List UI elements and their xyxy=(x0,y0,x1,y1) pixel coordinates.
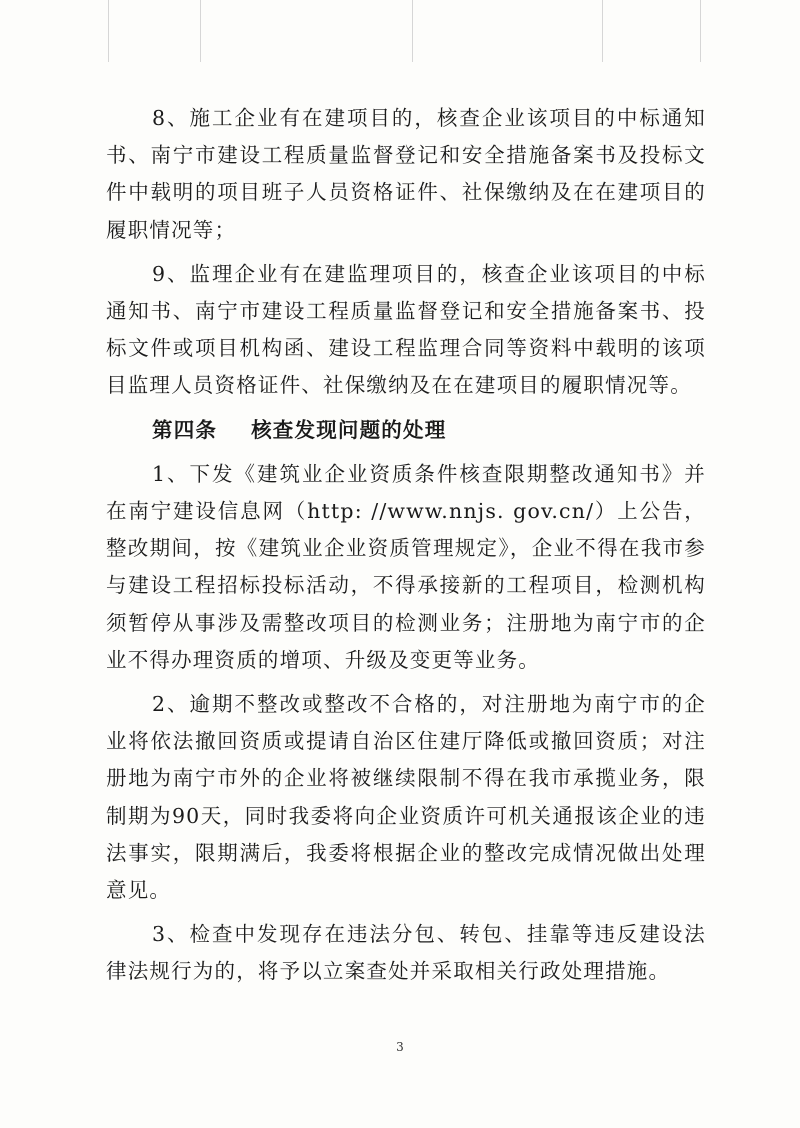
paragraph-item-9: 9、监理企业有在建监理项目的，核查企业该项目的中标通知书、南宁市建设工程质量监督登记和安全措施备案书、投标文件或项目机构函、建设工程监理合同等资料中载明的该项目监理人员资格证件、社保缴纳及在在建项目的履职情况等。 xyxy=(106,261,706,398)
article-number: 第四条 xyxy=(152,417,218,442)
paragraph-handling-2: 2、逾期不整改或整改不合格的，对注册地为南宁市的企业将依法撤回资质或提请自治区住建厅降低或撤回资质；对注册地为南宁市外的企业将被继续限制不得在我市承揽业务，限制期为90天，同时我委将向企业资质许可机关通报该企业的违法事实，限期满后，我委将根据企业的整改完成情况做出处理意见。 xyxy=(106,692,706,903)
document-body xyxy=(106,100,706,998)
page-number: 3 xyxy=(396,1040,404,1054)
paragraph-handling-3: 3、检查中发现存在违法分包、转包、挂靠等违反建设法律法规行为的，将予以立案查处并采取相关行政处理措施。 xyxy=(106,922,706,984)
paragraph-handling-1: 1、下发《建筑业企业资质条件核查限期整改通知书》并在南宁建设信息网（http: //www.nnjs. gov.cn/）上公告，整改期间，按《建筑业企业资质管理规定》，企业不得在我市参与建设工程招标投标活动，不得承接新的工程项目，检测机构须暂停从事涉及需整改项目的检测业务；注册地为南宁市的企业不得办理资质的增项、升级及变更等业务。 xyxy=(106,461,706,672)
article-title: 核查发现问题的处理 xyxy=(251,417,447,442)
article-heading xyxy=(106,412,706,449)
scan-mark xyxy=(412,0,413,62)
scan-mark xyxy=(200,0,201,62)
paragraph-item-8: 8、施工企业有在建项目的，核查企业该项目的中标通知书、南宁市建设工程质量监督登记和安全措施备案书及投标文件中载明的项目班子人员资格证件、社保缴纳及在在建项目的履职情况等； xyxy=(106,106,706,242)
scan-mark xyxy=(700,0,701,62)
scan-mark xyxy=(602,0,603,62)
scan-mark xyxy=(108,0,109,62)
